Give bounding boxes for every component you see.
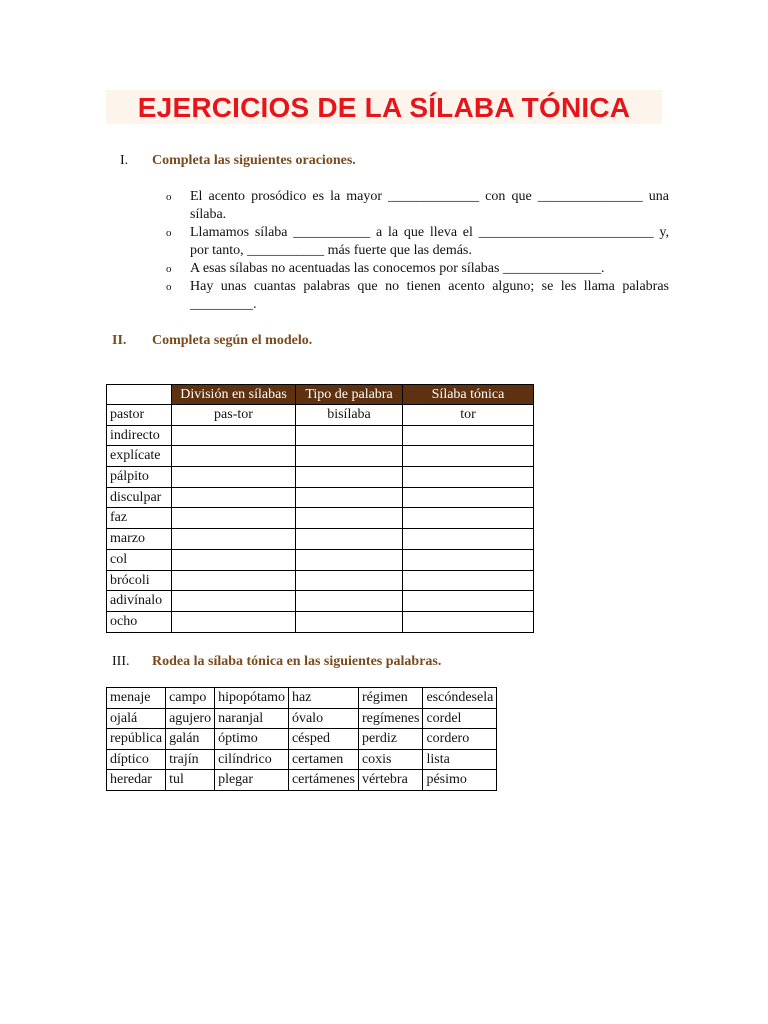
word-cell: pálpito	[107, 467, 172, 488]
word-cell: adivínalo	[107, 591, 172, 612]
word-cell: díptico	[107, 749, 166, 770]
section-2-number: II.	[112, 333, 127, 348]
header-cell: Sílaba tónica	[403, 385, 534, 405]
table-row	[107, 611, 534, 632]
table-row	[107, 708, 497, 729]
word-cell: explícate	[107, 446, 172, 467]
answer-cell[interactable]	[403, 487, 534, 508]
table-row	[107, 405, 534, 426]
answer-cell[interactable]	[296, 467, 403, 488]
answer-cell[interactable]	[296, 549, 403, 570]
table-row	[107, 749, 497, 770]
sentence-text: A esas sílabas no acentuadas las conocemos por sílabas ______________.	[190, 261, 605, 276]
answer-cell[interactable]	[172, 611, 296, 632]
word-cell: hipopótamo	[215, 688, 289, 709]
word-cell: plegar	[215, 770, 289, 791]
answer-cell[interactable]	[403, 529, 534, 550]
table-row	[107, 529, 534, 550]
table-row	[107, 446, 534, 467]
word-cell: col	[107, 549, 172, 570]
answer-cell[interactable]	[296, 611, 403, 632]
answer-cell[interactable]	[296, 591, 403, 612]
answer-cell[interactable]	[296, 529, 403, 550]
word-cell: óptimo	[215, 729, 289, 750]
word-cell: pésimo	[423, 770, 497, 791]
sentence-text: Llamamos sílaba ___________ a la que lleva el _________________________ y, por tanto, ___________ más fuerte que las demás.	[190, 225, 669, 258]
word-cell: régimen	[358, 688, 423, 709]
word-cell: lista	[423, 749, 497, 770]
word-cell: vértebra	[358, 770, 423, 791]
word-cell: cilíndrico	[215, 749, 289, 770]
words-table-body	[107, 688, 497, 791]
word-cell: brócoli	[107, 570, 172, 591]
word-cell: indirecto	[107, 425, 172, 446]
section-3-number: III.	[112, 654, 130, 669]
answer-cell[interactable]	[403, 570, 534, 591]
answer-cell[interactable]	[403, 467, 534, 488]
word-cell: óvalo	[288, 708, 358, 729]
word-cell: naranjal	[215, 708, 289, 729]
table-row	[107, 591, 534, 612]
table-row	[107, 729, 497, 750]
word-cell: tul	[166, 770, 215, 791]
word-cell: escóndesela	[423, 688, 497, 709]
word-cell: certamen	[288, 749, 358, 770]
word-cell: heredar	[107, 770, 166, 791]
header-cell: División en sílabas	[172, 385, 296, 405]
answer-cell[interactable]	[172, 591, 296, 612]
answer-cell[interactable]	[403, 508, 534, 529]
table-row	[107, 770, 497, 791]
word-cell: haz	[288, 688, 358, 709]
table-row	[107, 570, 534, 591]
answer-cell[interactable]	[403, 611, 534, 632]
table-row	[107, 508, 534, 529]
page-title: EJERCICIOS DE LA SÍLABA TÓNICA	[137, 92, 631, 123]
bullet-icon: o	[166, 227, 172, 239]
answer-cell[interactable]: bisílaba	[296, 405, 403, 426]
list-item	[166, 224, 669, 260]
answer-cell[interactable]	[296, 570, 403, 591]
answer-cell[interactable]	[172, 549, 296, 570]
word-cell: cordel	[423, 708, 497, 729]
answer-cell[interactable]	[296, 487, 403, 508]
answer-cell[interactable]	[172, 467, 296, 488]
word-cell: cordero	[423, 729, 497, 750]
word-cell: ojalá	[107, 708, 166, 729]
sentence-text: El acento prosódico es la mayor _____________ con que _______________ una sílaba.	[190, 189, 669, 222]
word-cell: galán	[166, 729, 215, 750]
table-row	[107, 549, 534, 570]
answer-cell[interactable]	[172, 487, 296, 508]
answer-cell[interactable]	[172, 425, 296, 446]
word-cell: marzo	[107, 529, 172, 550]
word-cell: disculpar	[107, 487, 172, 508]
word-cell: campo	[166, 688, 215, 709]
word-cell: trajín	[166, 749, 215, 770]
answer-cell[interactable]	[172, 529, 296, 550]
list-item	[166, 260, 669, 278]
table-row	[107, 688, 497, 709]
list-item	[166, 278, 669, 314]
word-cell: menaje	[107, 688, 166, 709]
sentence-list	[166, 188, 669, 314]
answer-cell[interactable]	[172, 570, 296, 591]
word-cell: faz	[107, 508, 172, 529]
answer-cell[interactable]	[403, 591, 534, 612]
bullet-icon: o	[166, 191, 172, 203]
word-cell: ocho	[107, 611, 172, 632]
syllable-table	[106, 384, 534, 633]
answer-cell[interactable]	[403, 446, 534, 467]
word-cell: perdiz	[358, 729, 423, 750]
answer-cell[interactable]	[296, 508, 403, 529]
word-cell: pastor	[107, 405, 172, 426]
word-cell: regímenes	[358, 708, 423, 729]
word-cell: certámenes	[288, 770, 358, 791]
word-cell: césped	[288, 729, 358, 750]
list-item	[166, 188, 669, 224]
bullet-icon: o	[166, 263, 172, 275]
answer-cell[interactable]: tor	[403, 405, 534, 426]
answer-cell[interactable]	[172, 446, 296, 467]
word-cell: coxis	[358, 749, 423, 770]
bullet-icon: o	[166, 281, 172, 293]
word-cell: agujero	[166, 708, 215, 729]
table-header-row	[107, 385, 534, 405]
section-1-title: Completa las siguientes oraciones.	[152, 153, 356, 168]
answer-cell[interactable]	[172, 508, 296, 529]
answer-cell[interactable]	[296, 446, 403, 467]
header-cell: Tipo de palabra	[296, 385, 403, 405]
syllable-table-body	[107, 405, 534, 633]
answer-cell[interactable]	[403, 425, 534, 446]
words-table	[106, 687, 497, 791]
table-row	[107, 425, 534, 446]
answer-cell[interactable]	[296, 425, 403, 446]
table-row	[107, 487, 534, 508]
section-3-title: Rodea la sílaba tónica en las siguientes palabras.	[152, 654, 442, 669]
sentence-text: Hay unas cuantas palabras que no tienen acento alguno; se les llama palabras _________.	[190, 279, 669, 312]
table-row	[107, 467, 534, 488]
header-cell	[107, 385, 172, 405]
section-2-title: Completa según el modelo.	[152, 333, 313, 348]
section-1-number: I.	[120, 153, 129, 168]
word-cell: república	[107, 729, 166, 750]
answer-cell[interactable]	[403, 549, 534, 570]
answer-cell[interactable]: pas-tor	[172, 405, 296, 426]
